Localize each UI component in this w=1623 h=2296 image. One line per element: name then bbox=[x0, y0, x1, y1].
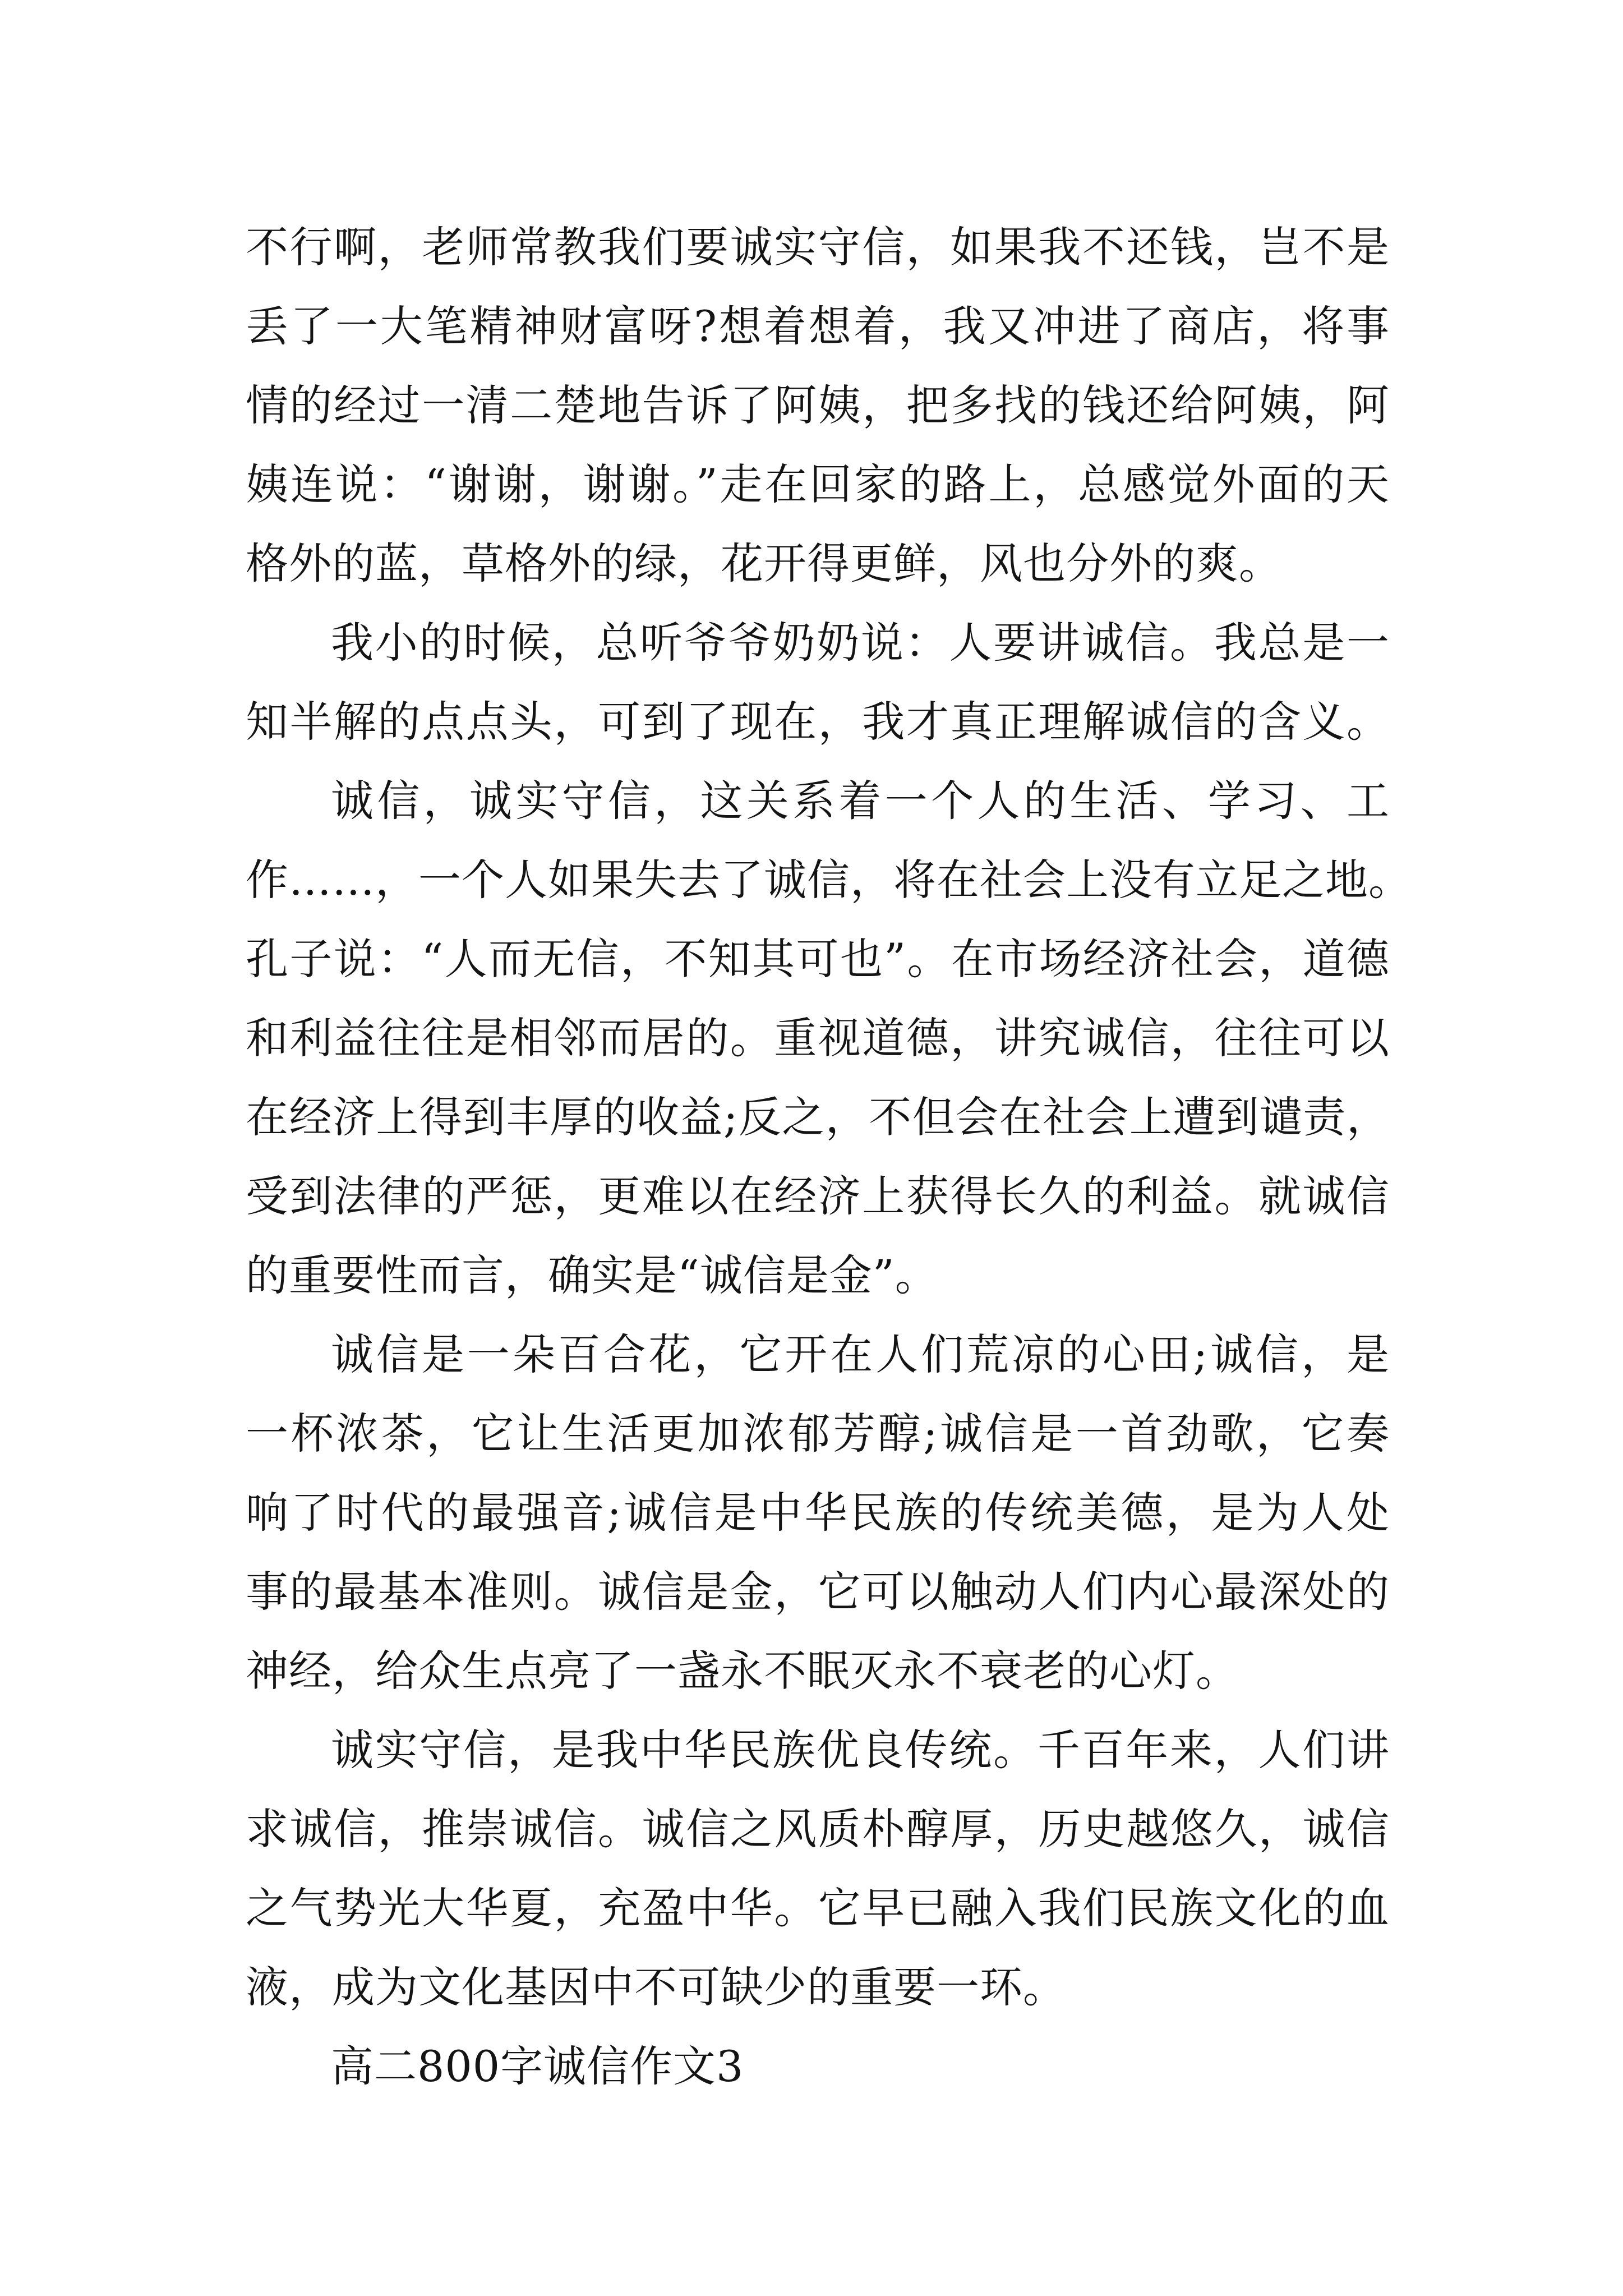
text-line: 姨连说：“谢谢，谢谢。”走在回家的路上，总感觉外面的天 bbox=[246, 459, 1390, 509]
document-body bbox=[246, 208, 1412, 2106]
paragraph-1 bbox=[246, 208, 1390, 603]
text-line: 作……，一个人如果失去了诚信，将在社会上没有立足之地。 bbox=[246, 855, 1412, 905]
text-line: 在经济上得到丰厚的收益;反之，不但会在社会上遭到谴责， bbox=[246, 1092, 1390, 1142]
text-line: 诚信，诚实守信，这关系着一个人的生活、学习、工 bbox=[331, 776, 1390, 826]
paragraph-5 bbox=[246, 1710, 1390, 2027]
text-line: 诚信是一朵百合花，它开在人们荒凉的心田;诚信，是 bbox=[331, 1329, 1390, 1379]
text-line: 响了时代的最强音;诚信是中华民族的传统美德，是为人处 bbox=[246, 1488, 1390, 1538]
text-line: 情的经过一清二楚地告诉了阿姨，把多找的钱还给阿姨，阿 bbox=[246, 380, 1390, 430]
text-line: 一杯浓茶，它让生活更加浓郁芳醇;诚信是一首劲歌，它奏 bbox=[246, 1409, 1390, 1458]
text-line: 的重要性而言，确实是“诚信是金”。 bbox=[246, 1250, 938, 1300]
text-line: 之气势光大华夏，充盈中华。它早已融入我们民族文化的血 bbox=[246, 1883, 1390, 1933]
text-line: 求诚信，推崇诚信。诚信之风质朴醇厚，历史越悠久，诚信 bbox=[246, 1804, 1390, 1854]
text-line: 受到法律的严惩，更难以在经济上获得长久的利益。就诚信 bbox=[246, 1171, 1390, 1221]
text-line: 格外的蓝，草格外的绿，花开得更鲜，风也分外的爽。 bbox=[246, 539, 1282, 588]
section-heading: 高二800字诚信作文3 bbox=[331, 2041, 744, 2091]
text-line: 孔子说：“人而无信，不知其可也”。在市场经济社会，道德 bbox=[246, 934, 1390, 984]
text-line: 丢了一大笔精神财富呀?想着想着，我又冲进了商店，将事 bbox=[246, 301, 1390, 351]
paragraph-3 bbox=[246, 761, 1412, 1315]
text-line: 和利益往往是相邻而居的。重视道德，讲究诚信，往往可以 bbox=[246, 1013, 1390, 1063]
text-line: 事的最基本准则。诚信是金，它可以触动人们内心最深处的 bbox=[246, 1567, 1390, 1617]
text-line: 液，成为文化基因中不可缺少的重要一环。 bbox=[246, 1962, 1066, 2012]
text-line: 神经，给众生点亮了一盏永不眠灭永不衰老的心灯。 bbox=[246, 1646, 1239, 1696]
text-line: 诚实守信，是我中华民族优良传统。千百年来，人们讲 bbox=[331, 1725, 1390, 1775]
paragraph-4 bbox=[246, 1315, 1390, 1710]
text-line: 我小的时候，总听爷爷奶奶说：人要讲诚信。我总是一 bbox=[331, 618, 1390, 668]
text-line: 不行啊，老师常教我们要诚实守信，如果我不还钱，岂不是 bbox=[246, 222, 1390, 272]
paragraph-2 bbox=[246, 603, 1390, 761]
text-line: 知半解的点点头，可到了现在，我才真正理解诚信的含义。 bbox=[246, 697, 1390, 747]
